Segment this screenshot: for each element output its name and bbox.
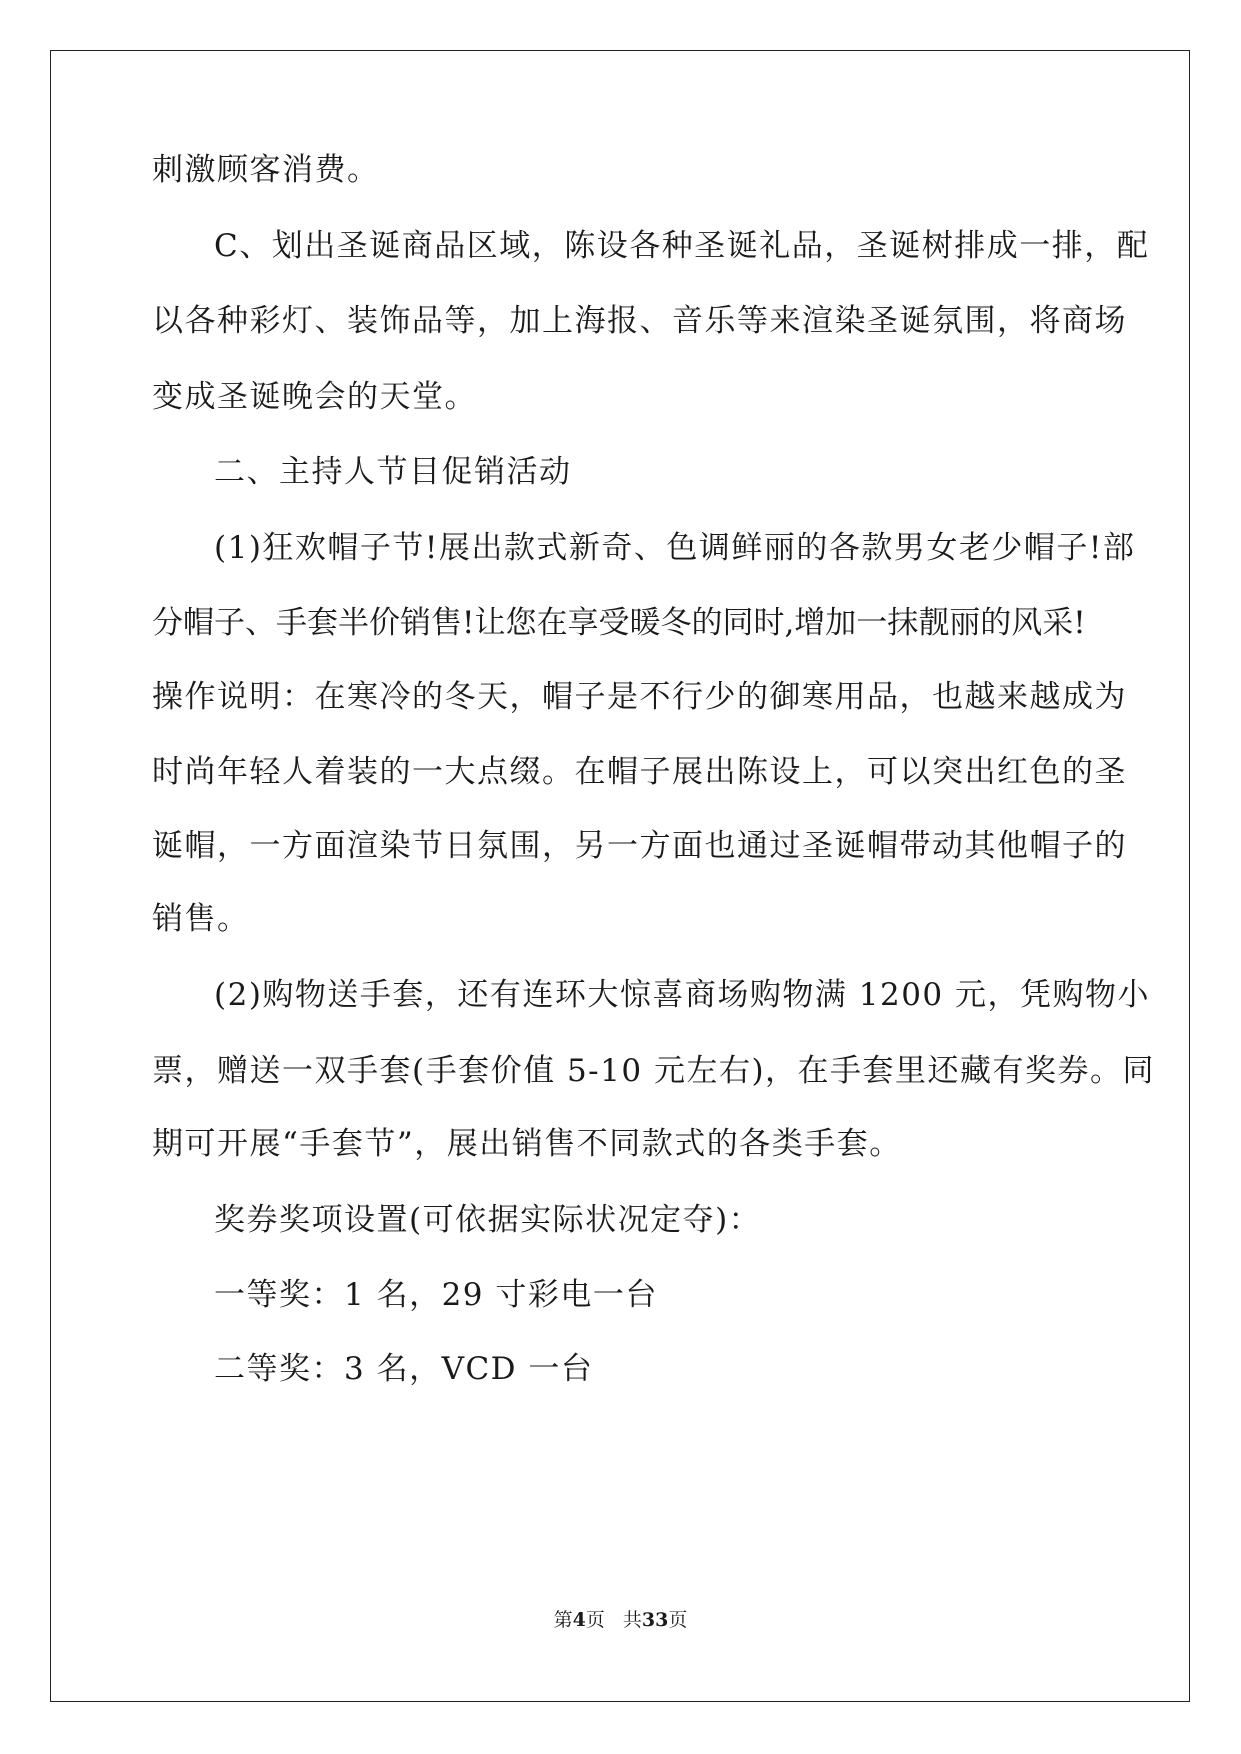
text-line: 刺激顾客消费。 (152, 152, 380, 188)
footer-suffix: 页 (668, 1609, 688, 1631)
footer-mid: 页 (585, 1609, 605, 1631)
footer-prefix: 第 (553, 1609, 573, 1631)
text-line: C、划出圣诞商品区域，陈设各种圣诞礼品，圣诞树排成一排，配 (214, 228, 1150, 264)
text-line: 变成圣诞晚会的天堂。 (152, 379, 477, 415)
text-line: 票，赠送一双手套(手套价值 5-10 元左右)，在手套里还藏有奖券。同 (152, 1053, 1156, 1089)
text-line: (1)狂欢帽子节!展出款式新奇、色调鲜丽的各款男女老少帽子!部 (214, 530, 1136, 566)
text-line: 诞帽，一方面渲染节日氛围，另一方面也通过圣诞帽带动其他帽子的 (152, 828, 1127, 864)
prize-line: 二等奖：3 名，VCD 一台 (214, 1351, 594, 1387)
page-border (50, 50, 1190, 1702)
text-line: (2)购物送手套，还有连环大惊喜商场购物满 1200 元，凭购物小 (214, 977, 1151, 1013)
footer-total-prefix: 共 (622, 1609, 642, 1631)
text-line: 操作说明：在寒冷的冬天，帽子是不行少的御寒用品，也越来越成为 (152, 679, 1127, 715)
current-page-number: 4 (572, 1609, 586, 1631)
text-line: 以各种彩灯、装饰品等，加上海报、音乐等来渲染圣诞氛围，将商场 (152, 303, 1127, 339)
prize-line: 一等奖：1 名，29 寸彩电一台 (214, 1277, 658, 1313)
section-heading: 二、主持人节目促销活动 (214, 454, 572, 490)
text-line: 期可开展“手套节”，展出销售不同款式的各类手套。 (152, 1126, 902, 1162)
text-line: 分帽子、手套半价销售!让您在享受暖冬的同时,增加一抹靓丽的风采! (152, 605, 1086, 641)
page-footer (0, 1608, 1241, 1632)
text-line: 销售。 (152, 901, 250, 937)
text-line: 奖券奖项设置(可依据实际状况定夺)： (214, 1202, 762, 1238)
text-line: 时尚年轻人着装的一大点缀。在帽子展出陈设上，可以突出红色的圣 (152, 754, 1127, 790)
total-page-number: 33 (641, 1609, 669, 1631)
